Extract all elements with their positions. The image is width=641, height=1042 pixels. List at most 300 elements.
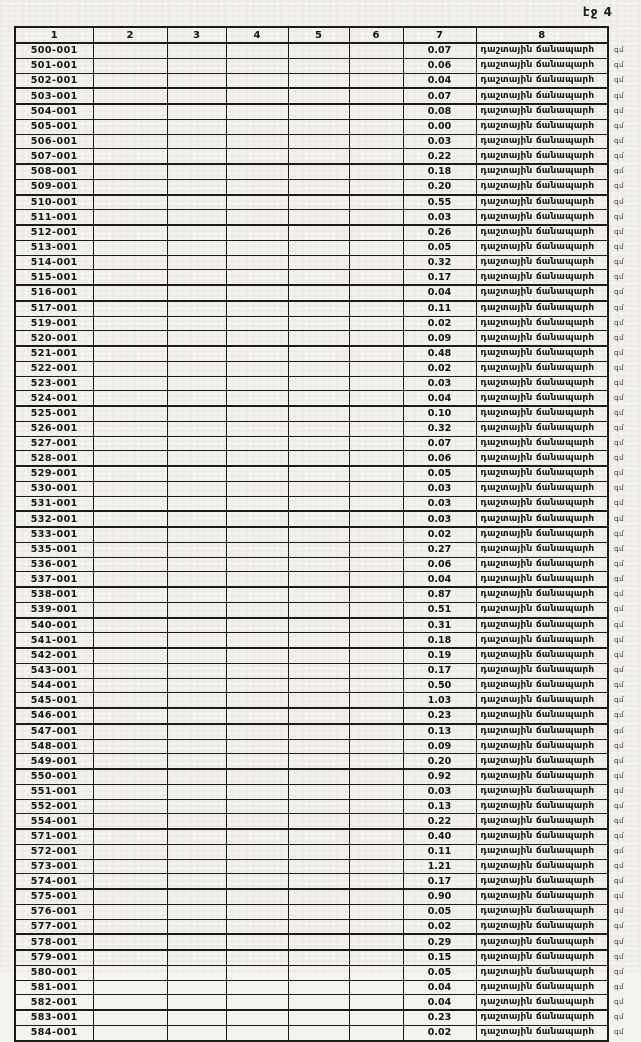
land-use-cell: դաշտային ճանապարհ xyxy=(476,451,608,466)
area-value-cell: 0.27 xyxy=(403,542,476,557)
empty-cell xyxy=(288,149,349,164)
parcel-id-cell: 578-001 xyxy=(15,934,93,950)
table-row xyxy=(15,799,641,814)
area-value-cell: 0.03 xyxy=(403,511,476,527)
empty-cell xyxy=(288,874,349,889)
empty-cell xyxy=(167,58,226,73)
margin-note: գմ xyxy=(614,545,625,554)
area-value-cell: 0.03 xyxy=(403,134,476,149)
table-row xyxy=(15,724,641,739)
table-row xyxy=(15,301,641,316)
land-use-cell: դաշտային ճանապարհ xyxy=(476,769,608,784)
land-use-cell: դաշտային ճանապարհ xyxy=(476,542,608,557)
empty-cell xyxy=(167,542,226,557)
land-use-cell: դաշտային ճանապարհ xyxy=(476,965,608,980)
empty-cell xyxy=(226,270,288,285)
table-row xyxy=(15,648,641,663)
empty-cell xyxy=(93,557,167,572)
area-value-cell: 0.10 xyxy=(403,406,476,421)
area-value-cell: 0.48 xyxy=(403,346,476,361)
cadastre-table xyxy=(14,26,641,1042)
table-row xyxy=(15,195,641,210)
empty-cell xyxy=(226,995,288,1010)
empty-cell xyxy=(93,346,167,361)
empty-cell xyxy=(349,995,403,1010)
empty-cell xyxy=(288,511,349,527)
empty-cell xyxy=(349,739,403,754)
parcel-id-cell: 574-001 xyxy=(15,874,93,889)
empty-cell xyxy=(93,829,167,844)
empty-cell xyxy=(167,663,226,678)
empty-cell xyxy=(288,859,349,874)
empty-cell xyxy=(288,919,349,934)
parcel-id-cell: 522-001 xyxy=(15,361,93,376)
parcel-id-cell: 545-001 xyxy=(15,693,93,708)
empty-cell xyxy=(288,844,349,859)
empty-cell xyxy=(349,58,403,73)
empty-cell xyxy=(226,195,288,210)
empty-cell xyxy=(349,149,403,164)
margin-note: գմ xyxy=(614,968,625,977)
empty-cell xyxy=(226,648,288,663)
empty-cell xyxy=(167,511,226,527)
empty-cell xyxy=(93,784,167,799)
land-use-cell: դաշտային ճանապարհ xyxy=(476,934,608,950)
margin-note: գմ xyxy=(614,756,625,765)
land-use-cell: դաշտային ճանապարհ xyxy=(476,995,608,1010)
land-use-cell: դաշտային ճանապարհ xyxy=(476,602,608,617)
parcel-id-cell: 584-001 xyxy=(15,1025,93,1040)
empty-cell xyxy=(93,889,167,904)
parcel-id-cell: 515-001 xyxy=(15,270,93,285)
empty-cell xyxy=(349,980,403,995)
parcel-id-cell: 572-001 xyxy=(15,844,93,859)
table-row xyxy=(15,663,641,678)
empty-cell xyxy=(93,43,167,58)
empty-cell xyxy=(93,633,167,648)
area-value-cell: 0.03 xyxy=(403,496,476,511)
land-use-cell: դաշտային ճանապարհ xyxy=(476,950,608,965)
land-use-cell: դաշտային ճանապարհ xyxy=(476,1025,608,1040)
empty-cell xyxy=(93,134,167,149)
empty-cell xyxy=(93,210,167,225)
empty-cell xyxy=(288,240,349,255)
area-value-cell: 0.40 xyxy=(403,829,476,844)
area-value-cell: 0.09 xyxy=(403,739,476,754)
table-row xyxy=(15,270,641,285)
table-row xyxy=(15,346,641,361)
empty-cell xyxy=(349,376,403,391)
empty-cell xyxy=(93,693,167,708)
empty-cell xyxy=(349,179,403,194)
empty-cell xyxy=(226,678,288,693)
parcel-id-cell: 532-001 xyxy=(15,511,93,527)
empty-cell xyxy=(93,316,167,331)
margin-note: գմ xyxy=(614,574,625,583)
empty-cell xyxy=(93,572,167,587)
empty-cell xyxy=(349,587,403,602)
empty-cell xyxy=(93,874,167,889)
table-row xyxy=(15,421,641,436)
empty-cell xyxy=(167,255,226,270)
land-use-cell: դաշտային ճանապարհ xyxy=(476,724,608,739)
parcel-id-cell: 535-001 xyxy=(15,542,93,557)
land-use-cell: դաշտային ճանապարհ xyxy=(476,88,608,104)
land-use-cell: դաշտային ճանապարհ xyxy=(476,496,608,511)
table-row xyxy=(15,754,641,769)
parcel-id-cell: 537-001 xyxy=(15,572,93,587)
margin-note: գմ xyxy=(614,922,625,931)
empty-cell xyxy=(226,633,288,648)
empty-cell xyxy=(349,919,403,934)
column-header-2: 2 xyxy=(93,27,167,43)
table-row xyxy=(15,496,641,511)
parcel-id-cell: 519-001 xyxy=(15,316,93,331)
empty-cell xyxy=(93,481,167,496)
empty-cell xyxy=(167,134,226,149)
table-row xyxy=(15,769,641,784)
empty-cell xyxy=(349,391,403,406)
empty-cell xyxy=(349,693,403,708)
empty-cell xyxy=(349,814,403,829)
empty-cell xyxy=(349,210,403,225)
table-row xyxy=(15,844,641,859)
empty-cell xyxy=(167,1025,226,1040)
empty-cell xyxy=(349,602,403,617)
empty-cell xyxy=(349,285,403,301)
empty-cell xyxy=(226,331,288,346)
empty-cell xyxy=(93,225,167,240)
empty-cell xyxy=(226,618,288,633)
land-use-cell: դաշտային ճանապարհ xyxy=(476,270,608,285)
empty-cell xyxy=(349,361,403,376)
empty-cell xyxy=(226,844,288,859)
area-value-cell: 0.05 xyxy=(403,466,476,481)
empty-cell xyxy=(226,376,288,391)
empty-cell xyxy=(349,678,403,693)
area-value-cell: 0.92 xyxy=(403,769,476,784)
margin-note: գմ xyxy=(614,816,625,825)
empty-cell xyxy=(226,799,288,814)
empty-cell xyxy=(349,511,403,527)
area-value-cell: 0.20 xyxy=(403,754,476,769)
empty-cell xyxy=(226,874,288,889)
empty-cell xyxy=(93,724,167,739)
parcel-id-cell: 502-001 xyxy=(15,73,93,88)
empty-cell xyxy=(167,119,226,134)
margin-note: գմ xyxy=(614,666,625,675)
parcel-id-cell: 508-001 xyxy=(15,164,93,179)
table-row xyxy=(15,965,641,980)
empty-cell xyxy=(226,739,288,754)
area-value-cell: 0.04 xyxy=(403,73,476,88)
empty-cell xyxy=(93,285,167,301)
margin-note: գմ xyxy=(614,107,625,116)
margin-note: գմ xyxy=(614,1013,625,1022)
land-use-cell: դաշտային ճանապարհ xyxy=(476,481,608,496)
empty-cell xyxy=(288,73,349,88)
margin-note: գմ xyxy=(614,907,625,916)
table-row xyxy=(15,859,641,874)
area-value-cell: 0.03 xyxy=(403,784,476,799)
empty-cell xyxy=(93,88,167,104)
page-number-label: էջ 4 xyxy=(582,5,613,19)
table-row xyxy=(15,934,641,950)
table-row xyxy=(15,240,641,255)
empty-cell xyxy=(226,285,288,301)
empty-cell xyxy=(167,104,226,119)
land-use-cell: դաշտային ճանապարհ xyxy=(476,104,608,119)
empty-cell xyxy=(349,104,403,119)
area-value-cell: 0.06 xyxy=(403,58,476,73)
land-use-cell: դաշտային ճանապարհ xyxy=(476,874,608,889)
area-value-cell: 0.19 xyxy=(403,648,476,663)
empty-cell xyxy=(93,648,167,663)
empty-cell xyxy=(288,889,349,904)
empty-cell xyxy=(288,58,349,73)
empty-cell xyxy=(349,195,403,210)
area-value-cell: 0.07 xyxy=(403,436,476,451)
parcel-id-cell: 540-001 xyxy=(15,618,93,633)
empty-cell xyxy=(167,934,226,950)
empty-cell xyxy=(93,754,167,769)
table-row xyxy=(15,511,641,527)
margin-note: գմ xyxy=(614,393,625,402)
empty-cell xyxy=(288,754,349,769)
empty-cell xyxy=(167,240,226,255)
area-value-cell: 0.02 xyxy=(403,919,476,934)
empty-cell xyxy=(349,43,403,58)
empty-cell xyxy=(288,678,349,693)
parcel-id-cell: 526-001 xyxy=(15,421,93,436)
empty-cell xyxy=(167,210,226,225)
parcel-id-cell: 573-001 xyxy=(15,859,93,874)
empty-cell xyxy=(288,43,349,58)
parcel-id-cell: 551-001 xyxy=(15,784,93,799)
empty-cell xyxy=(93,1025,167,1040)
empty-cell xyxy=(349,874,403,889)
table-row xyxy=(15,542,641,557)
margin-note: գմ xyxy=(614,847,625,856)
empty-cell xyxy=(226,602,288,617)
empty-cell xyxy=(349,481,403,496)
parcel-id-cell: 547-001 xyxy=(15,724,93,739)
margin-note: գմ xyxy=(614,1028,625,1037)
land-use-cell: դաշտային ճանապարհ xyxy=(476,1010,608,1025)
table-row xyxy=(15,739,641,754)
parcel-id-cell: 503-001 xyxy=(15,88,93,104)
margin-note: գմ xyxy=(614,453,625,462)
empty-cell xyxy=(93,301,167,316)
land-use-cell: դաշտային ճանապարհ xyxy=(476,678,608,693)
land-use-cell: դաշտային ճանապարհ xyxy=(476,844,608,859)
empty-cell xyxy=(288,965,349,980)
empty-cell xyxy=(226,210,288,225)
parcel-id-cell: 575-001 xyxy=(15,889,93,904)
parcel-id-cell: 512-001 xyxy=(15,225,93,240)
margin-note: գմ xyxy=(614,288,625,297)
area-value-cell: 0.17 xyxy=(403,663,476,678)
empty-cell xyxy=(288,391,349,406)
parcel-id-cell: 577-001 xyxy=(15,919,93,934)
empty-cell xyxy=(226,436,288,451)
table-row xyxy=(15,225,641,240)
empty-cell xyxy=(226,361,288,376)
empty-cell xyxy=(349,88,403,104)
table-header-row xyxy=(15,27,641,43)
area-value-cell: 0.11 xyxy=(403,301,476,316)
empty-cell xyxy=(93,164,167,179)
empty-cell xyxy=(93,950,167,965)
empty-cell xyxy=(93,934,167,950)
parcel-id-cell: 548-001 xyxy=(15,739,93,754)
table-row xyxy=(15,1025,641,1040)
empty-cell xyxy=(226,919,288,934)
land-use-cell: դաշտային ճանապարհ xyxy=(476,436,608,451)
empty-cell xyxy=(349,346,403,361)
table-row xyxy=(15,618,641,633)
land-use-cell: դաշտային ճանապարհ xyxy=(476,799,608,814)
empty-cell xyxy=(226,1025,288,1040)
empty-cell xyxy=(349,648,403,663)
area-value-cell: 0.26 xyxy=(403,225,476,240)
margin-note: գմ xyxy=(614,530,625,539)
empty-cell xyxy=(167,648,226,663)
empty-cell xyxy=(349,633,403,648)
land-use-cell: դաշտային ճանապարհ xyxy=(476,406,608,421)
empty-cell xyxy=(288,421,349,436)
area-value-cell: 0.87 xyxy=(403,587,476,602)
parcel-id-cell: 520-001 xyxy=(15,331,93,346)
margin-note: գմ xyxy=(614,76,625,85)
empty-cell xyxy=(93,406,167,421)
empty-cell xyxy=(349,618,403,633)
empty-cell xyxy=(288,376,349,391)
land-use-cell: դաշտային ճանապարհ xyxy=(476,814,608,829)
table-row xyxy=(15,466,641,481)
empty-cell xyxy=(226,769,288,784)
land-use-cell: դաշտային ճանապարհ xyxy=(476,316,608,331)
parcel-id-cell: 546-001 xyxy=(15,708,93,724)
empty-cell xyxy=(167,1010,226,1025)
table-row xyxy=(15,285,641,301)
margin-note: գմ xyxy=(614,680,625,689)
empty-cell xyxy=(226,119,288,134)
empty-cell xyxy=(93,919,167,934)
empty-cell xyxy=(349,572,403,587)
empty-cell xyxy=(288,119,349,134)
area-value-cell: 0.90 xyxy=(403,889,476,904)
table-row xyxy=(15,633,641,648)
empty-cell xyxy=(288,904,349,919)
empty-cell xyxy=(349,436,403,451)
table-row xyxy=(15,406,641,421)
empty-cell xyxy=(349,769,403,784)
empty-cell xyxy=(93,466,167,481)
empty-cell xyxy=(167,164,226,179)
area-value-cell: 0.04 xyxy=(403,391,476,406)
empty-cell xyxy=(288,572,349,587)
empty-cell xyxy=(167,602,226,617)
empty-cell xyxy=(167,678,226,693)
land-use-cell: դաշտային ճանապարհ xyxy=(476,904,608,919)
empty-cell xyxy=(288,496,349,511)
empty-cell xyxy=(226,814,288,829)
empty-cell xyxy=(349,708,403,724)
empty-cell xyxy=(349,1025,403,1040)
empty-cell xyxy=(226,496,288,511)
empty-cell xyxy=(167,557,226,572)
empty-cell xyxy=(349,844,403,859)
empty-cell xyxy=(167,451,226,466)
empty-cell xyxy=(167,331,226,346)
empty-cell xyxy=(167,316,226,331)
empty-cell xyxy=(167,406,226,421)
column-header-6: 6 xyxy=(349,27,403,43)
column-header-1: 1 xyxy=(15,27,93,43)
land-use-cell: դաշտային ճանապարհ xyxy=(476,784,608,799)
empty-cell xyxy=(288,88,349,104)
area-value-cell: 0.04 xyxy=(403,572,476,587)
empty-cell xyxy=(167,784,226,799)
table-row xyxy=(15,376,641,391)
table-row xyxy=(15,451,641,466)
parcel-id-cell: 583-001 xyxy=(15,1010,93,1025)
land-use-cell: դաշտային ճանապարհ xyxy=(476,58,608,73)
empty-cell xyxy=(226,406,288,421)
parcel-id-cell: 582-001 xyxy=(15,995,93,1010)
land-use-cell: դաշտային ճանապարհ xyxy=(476,693,608,708)
empty-cell xyxy=(226,481,288,496)
parcel-id-cell: 549-001 xyxy=(15,754,93,769)
margin-note: գմ xyxy=(614,409,625,418)
empty-cell xyxy=(93,179,167,194)
empty-cell xyxy=(93,663,167,678)
parcel-id-cell: 531-001 xyxy=(15,496,93,511)
area-value-cell: 0.22 xyxy=(403,149,476,164)
table-row xyxy=(15,134,641,149)
area-value-cell: 0.07 xyxy=(403,43,476,58)
empty-cell xyxy=(226,301,288,316)
empty-cell xyxy=(226,934,288,950)
empty-cell xyxy=(226,572,288,587)
table-row xyxy=(15,43,641,58)
empty-cell xyxy=(167,693,226,708)
empty-cell xyxy=(93,678,167,693)
column-header-5: 5 xyxy=(288,27,349,43)
empty-cell xyxy=(226,104,288,119)
table-row xyxy=(15,316,641,331)
area-value-cell: 0.05 xyxy=(403,904,476,919)
parcel-id-cell: 543-001 xyxy=(15,663,93,678)
land-use-cell: դաշտային ճանապարհ xyxy=(476,708,608,724)
empty-cell xyxy=(349,557,403,572)
empty-cell xyxy=(167,965,226,980)
empty-cell xyxy=(167,346,226,361)
empty-cell xyxy=(93,1010,167,1025)
empty-cell xyxy=(93,436,167,451)
parcel-id-cell: 552-001 xyxy=(15,799,93,814)
table-row xyxy=(15,58,641,73)
margin-note: գմ xyxy=(614,378,625,387)
area-value-cell: 0.04 xyxy=(403,995,476,1010)
land-use-cell: դաշտային ճանապարհ xyxy=(476,421,608,436)
parcel-id-cell: 576-001 xyxy=(15,904,93,919)
margin-note: գմ xyxy=(614,559,625,568)
empty-cell xyxy=(167,980,226,995)
empty-cell xyxy=(93,104,167,119)
area-value-cell: 0.55 xyxy=(403,195,476,210)
